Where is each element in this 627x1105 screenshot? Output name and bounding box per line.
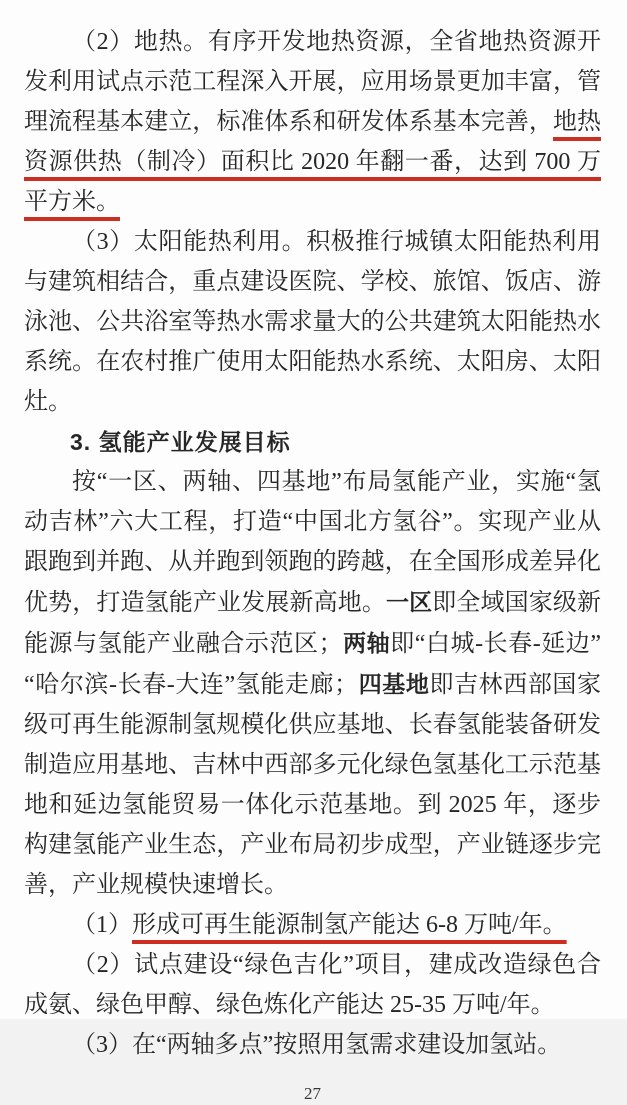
section-heading-hydrogen [24,422,601,462]
hydrogen-intro-text: 按“一区、两轴、四基地”布局氢能产业，实施“氢动吉林”六大工程，打造“中国北方氢谷”。实现产业从跟跑到并跑、从并跑到领跑的跨越，在全国形成差异化优势，打造氢能产业发展新高地。 [24,469,601,616]
page-number: 27 [304,1084,321,1103]
section-heading-text: 3. 氢能产业发展目标 [70,429,291,455]
geothermal-lead-text: （2）地热。有序开发地热资源，全省地热资源开发利用试点示范工程深入开展，应用场景更加丰富，管理流程基本建立，标准体系和研发体系基本完善， [24,29,601,135]
item3-text: （3）在“两轴多点”按照用氢需求建设加氢站。 [72,1032,562,1058]
list-item-1 [24,905,601,945]
item1-prefix: （1） [72,912,132,938]
hydrogen-bold-two-axes: 两轴 [342,630,391,656]
paragraph-geothermal [24,22,601,222]
item1-red-underlined-text: 形成可再生能源制氢产能达 6-8 万吨/年。 [132,912,567,938]
list-item-2 [24,945,601,1025]
page-footer [24,1083,601,1105]
geothermal-red-underlined-text: 地热资源供热（制冷）面积比 2020 年翻一番，达到 700 万平方米。 [24,109,602,215]
item2-text: （2）试点建设“绿色吉化”项目，建成改造绿色合成氨、绿色甲醇、绿色炼化产能达 25-35 万吨/年。 [24,952,601,1018]
paragraph-hydrogen-layout [24,462,601,905]
hydrogen-bold-one-zone: 一区 [385,589,433,615]
document-body [24,22,601,1065]
hydrogen-bold-four-bases: 四基地 [358,671,430,697]
hydrogen-two-axes-text: 即“白城-长春-延边”“哈尔滨-长春-大连”氢能走廊； [24,631,602,698]
hydrogen-four-bases-text: 即吉林西部国家级可再生能源制氢规模化供应基地、长春氢能装备研发制造应用基地、吉林中西部多元化绿色氢基化工示范基地和延边氢能贸易一体化示范基地。到 2025 年，逐步构建氢能产业生态，产业布局初步成型，产业链逐步完善，产业规模快速增长。 [24,672,602,898]
paragraph-solar [24,222,601,422]
solar-text: （3）太阳能热利用。积极推行城镇太阳能热利用与建筑相结合，重点建设医院、学校、旅馆、饭店、游泳池、公共浴室等热水需求量大的公共建筑太阳能热水系统。在农村推广使用太阳能热水系统、太阳房、太阳灶。 [24,229,601,415]
hydrogen-one-zone-text: 即全域国家级新能源与氢能产业融合示范区； [24,590,602,657]
list-item-3 [24,1025,601,1065]
